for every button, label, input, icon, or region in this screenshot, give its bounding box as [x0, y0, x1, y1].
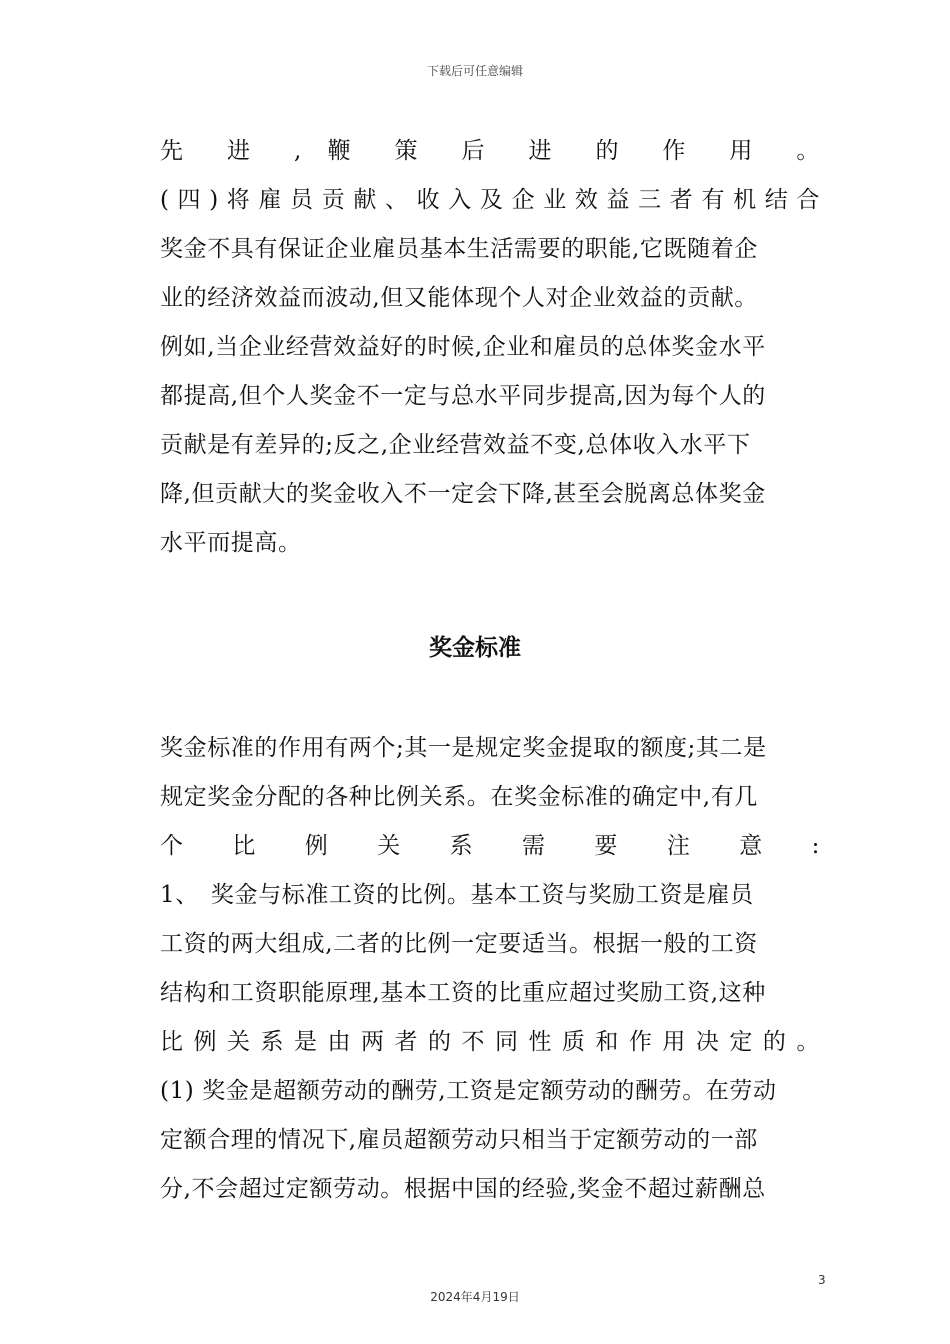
text-line: 比 例 关 系 是 由 两 者 的 不 同 性 质 和 作 用 决 定 的 。 [160, 1029, 820, 1055]
page-header: 下载后可任意编辑 [426, 64, 523, 78]
text-line: 分,不会超过定额劳动。根据中国的经验,奖金不超过薪酬总 [160, 1176, 766, 1202]
paragraph-block-1 [160, 127, 820, 568]
text-line: 奖金标准的作用有两个;其一是规定奖金提取的额度;其二是 [160, 735, 767, 761]
text-line: 1、 奖金与标准工资的比例。基本工资与奖励工资是雇员 [160, 882, 754, 908]
page-number: 3 [818, 1273, 826, 1287]
text-line: 降,但贡献大的奖金收入不一定会下降,甚至会脱离总体奖金 [160, 481, 766, 507]
text-line: 贡献是有差异的;反之,企业经营效益不变,总体收入水平下 [160, 432, 751, 458]
footer-date: 2024年4月19日 [430, 1290, 520, 1304]
text-line: 奖金不具有保证企业雇员基本生活需要的职能,它既随着企 [160, 236, 758, 262]
text-line: 结构和工资职能原理,基本工资的比重应超过奖励工资,这种 [160, 980, 766, 1006]
text-line: 定额合理的情况下,雇员超额劳动只相当于定额劳动的一部 [160, 1127, 758, 1153]
text-line: 个 比 例 关 系 需 要 注 意 : [160, 833, 820, 859]
text-line: 规定奖金分配的各种比例关系。在奖金标准的确定中,有几 [160, 784, 758, 810]
text-line: 例如,当企业经营效益好的时候,企业和雇员的总体奖金水平 [160, 334, 766, 360]
text-line: 先 进 , 鞭 策 后 进 的 作 用 。 [160, 138, 820, 164]
paragraph-block-2 [160, 724, 820, 1214]
text-line: 工资的两大组成,二者的比例一定要适当。根据一般的工资 [160, 931, 758, 957]
text-line: 都提高,但个人奖金不一定与总水平同步提高,因为每个人的 [160, 383, 766, 409]
text-line: 业的经济效益而波动,但又能体现个人对企业效益的贡献。 [160, 285, 758, 311]
text-line: 水平而提高。 [160, 530, 302, 556]
text-line: ( 四 ) 将 雇 员 贡 献 、 收 入 及 企 业 效 益 三 者 有 机 结 合 [160, 187, 820, 213]
section-title: 奖金标准 [429, 634, 521, 661]
text-line: (1) 奖金是超额劳动的酬劳,工资是定额劳动的酬劳。在劳动 [160, 1078, 777, 1104]
